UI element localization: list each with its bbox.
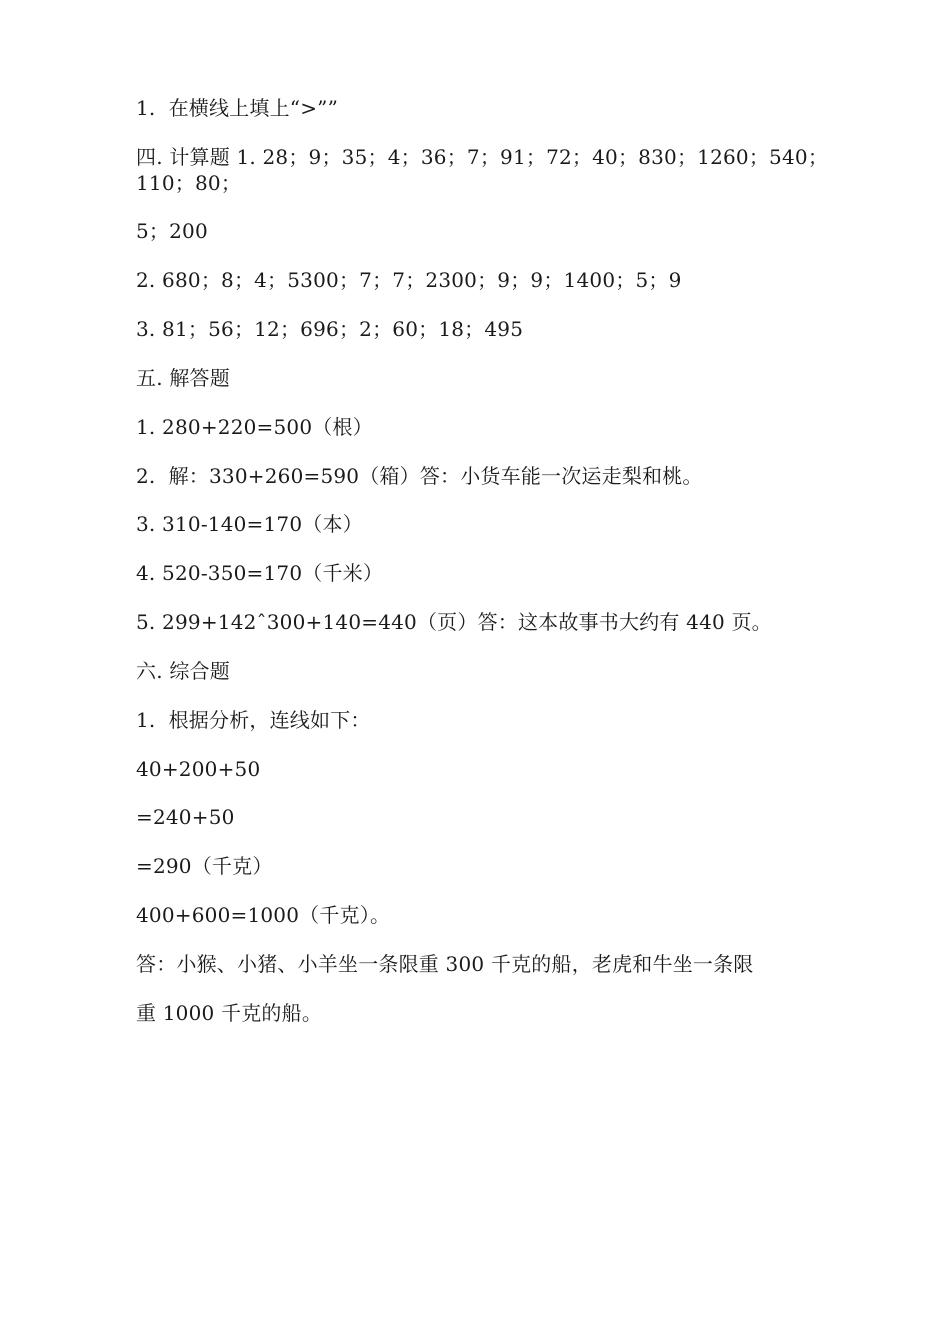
line-section5-item5: 5. 299+142ˆ300+140=440（页）答：这本故事书大约有 440 页。 (136, 610, 772, 634)
line-calc-step2: =240+50 (136, 805, 235, 829)
line-section5-item2: 2. 解：330+260=590（箱）答：小货车能一次运走梨和桃。 (136, 464, 703, 488)
line-section5-item1: 1. 280+220=500（根） (136, 415, 373, 439)
line-section4-item3: 3. 81；56；12；696；2；60；18；495 (136, 317, 524, 341)
line-section5-item3: 3. 310-140=170（本） (136, 512, 363, 536)
line-calc-step1: 40+200+50 (136, 757, 261, 781)
line-answer-continued: 重 1000 千克的船。 (136, 1001, 323, 1025)
line-section5-heading: 五. 解答题 (136, 366, 230, 390)
line-calc-step3: =290（千克） (136, 854, 273, 878)
line-section4-answers-b: 5；200 (136, 219, 208, 243)
line-section3-item1: 1. 在横线上填上“>”” (136, 96, 339, 120)
line-answer: 答：小猴、小猪、小羊坐一条限重 300 千克的船，老虎和牛坐一条限 (136, 952, 754, 976)
line-section5-item4: 4. 520-350=170（千米） (136, 561, 384, 585)
line-calc-step4: 400+600=1000（千克）。 (136, 903, 391, 927)
line-section6-heading: 六. 综合题 (136, 659, 230, 683)
line-section4-continued: 110；80； (136, 171, 242, 195)
line-section4-heading: 四. 计算题 1. 28；9；35；4；36；7；91；72；40；830；1260；540； (136, 145, 829, 169)
line-section4-item2: 2. 680；8；4；5300；7；7；2300；9；9；1400；5；9 (136, 268, 682, 292)
line-section6-item1: 1. 根据分析，连线如下： (136, 708, 371, 732)
